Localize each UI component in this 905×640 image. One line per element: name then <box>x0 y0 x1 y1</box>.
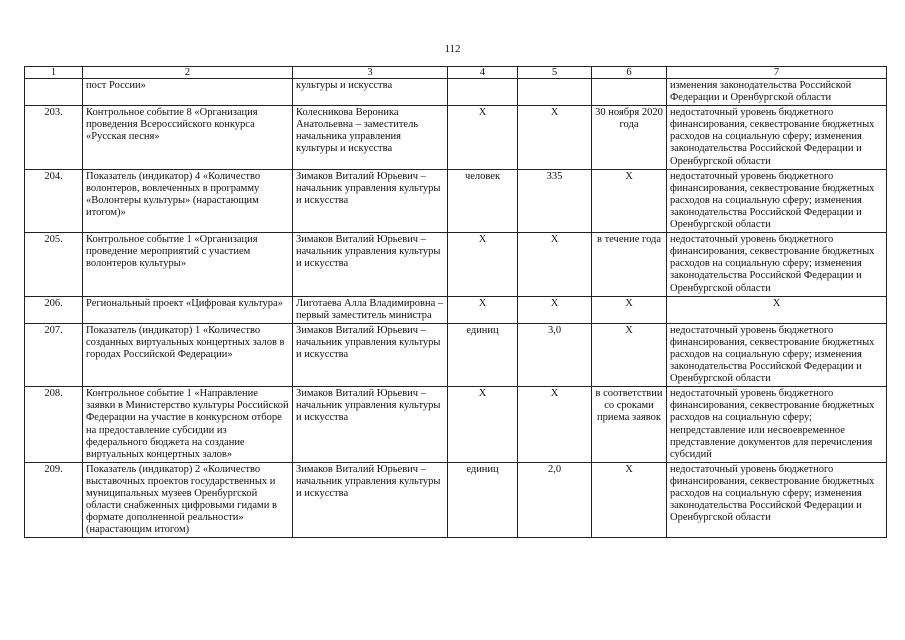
responsible-person: Зимаков Виталий Юрьевич – начальник управления культуры и искусства <box>293 387 448 463</box>
event-name: Контрольное событие 1 «Направление заявки в Министерство культуры Российской Федерации на участие в конкурсном отборе на предоставление субсидии из федерального бюджета на создание виртуальных концертных залов» <box>83 387 293 463</box>
row-number <box>25 79 83 106</box>
risks: недостаточный уровень бюджетного финансирования, секвестрование бюджетных расходов на социальную сферу; непредставление или несвоевременное представление документов для перечисления субсидий <box>667 387 887 463</box>
table-row <box>25 106 887 169</box>
risks: недостаточный уровень бюджетного финансирования, секвестрование бюджетных расходов на социальную сферу; изменения законодательства Российской Федерации и Оренбургской области <box>667 169 887 232</box>
value: 335 <box>518 169 592 232</box>
event-name: Контрольное событие 8 «Организация проведения Всероссийского конкурса «Русская песня» <box>83 106 293 169</box>
risks: недостаточный уровень бюджетного финансирования, секвестрование бюджетных расходов на социальную сферу; изменения законодательства Российской Федерации и Оренбургской области <box>667 106 887 169</box>
table-row <box>25 296 887 323</box>
unit: человек <box>448 169 518 232</box>
unit: единиц <box>448 323 518 386</box>
responsible-person: Колесникова Вероника Анатольевна – заместитель начальника управления культуры и искусства <box>293 106 448 169</box>
deadline: в течение года <box>592 233 667 296</box>
unit: Х <box>448 233 518 296</box>
value <box>518 79 592 106</box>
event-name: Контрольное событие 1 «Организация проведение мероприятий с участием волонтеров культуры» <box>83 233 293 296</box>
table-row <box>25 387 887 463</box>
value: Х <box>518 233 592 296</box>
deadline <box>592 79 667 106</box>
row-number: 205. <box>25 233 83 296</box>
unit <box>448 79 518 106</box>
responsible-person: Зимаков Виталий Юрьевич – начальник управления культуры и искусства <box>293 462 448 538</box>
event-name: Показатель (индикатор) 4 «Количество волонтеров, вовлеченных в программу «Волонтеры культуры» (нарастающим итогом)» <box>83 169 293 232</box>
row-number: 206. <box>25 296 83 323</box>
unit: Х <box>448 296 518 323</box>
value: Х <box>518 106 592 169</box>
column-header: 4 <box>448 67 518 79</box>
deadline: Х <box>592 462 667 538</box>
risks: Х <box>667 296 887 323</box>
deadline: Х <box>592 169 667 232</box>
event-name: Региональный проект «Цифровая культура» <box>83 296 293 323</box>
responsible-person: Зимаков Виталий Юрьевич – начальник управления культуры и искусства <box>293 323 448 386</box>
table-row <box>25 169 887 232</box>
responsible-person: Зимаков Виталий Юрьевич – начальник управления культуры и искусства <box>293 233 448 296</box>
event-name: Показатель (индикатор) 1 «Количество созданных виртуальных концертных залов в городах Российской Федерации» <box>83 323 293 386</box>
row-number: 204. <box>25 169 83 232</box>
event-name: пост России» <box>83 79 293 106</box>
value: Х <box>518 296 592 323</box>
column-header: 5 <box>518 67 592 79</box>
column-header: 2 <box>83 67 293 79</box>
column-header: 7 <box>667 67 887 79</box>
deadline: в соответствии со сроками приема заявок <box>592 387 667 463</box>
risks: изменения законодательства Российской Федерации и Оренбургской области <box>667 79 887 106</box>
responsible-person: культуры и искусства <box>293 79 448 106</box>
unit: единиц <box>448 462 518 538</box>
event-name: Показатель (индикатор) 2 «Количество выставочных проектов государственных и муниципальных музеев Оренбургской области снабженных цифровыми гидами в формате дополненной реальности» (нарастающим итогом) <box>83 462 293 538</box>
table-row <box>25 462 887 538</box>
page-number: 112 <box>444 43 461 55</box>
value: 2,0 <box>518 462 592 538</box>
row-number: 203. <box>25 106 83 169</box>
unit: Х <box>448 106 518 169</box>
risks: недостаточный уровень бюджетного финансирования, секвестрование бюджетных расходов на социальную сферу; изменения законодательства Российской Федерации и Оренбургской области <box>667 323 887 386</box>
plan-table <box>24 66 887 538</box>
deadline: Х <box>592 323 667 386</box>
risks: недостаточный уровень бюджетного финансирования, секвестрование бюджетных расходов на социальную сферу; изменения законодательства Российской Федерации и Оренбургской области <box>667 233 887 296</box>
table-row <box>25 233 887 296</box>
row-number: 209. <box>25 462 83 538</box>
row-number: 208. <box>25 387 83 463</box>
responsible-person: Зимаков Виталий Юрьевич – начальник управления культуры и искусства <box>293 169 448 232</box>
column-header: 3 <box>293 67 448 79</box>
risks: недостаточный уровень бюджетного финансирования, секвестрование бюджетных расходов на социальную сферу; изменения законодательства Российской Федерации и Оренбургской области <box>667 462 887 538</box>
responsible-person: Лиготаева Алла Владимировна – первый заместитель министра <box>293 296 448 323</box>
column-number-row <box>25 67 887 79</box>
column-header: 1 <box>25 67 83 79</box>
table-row <box>25 323 887 386</box>
column-header: 6 <box>592 67 667 79</box>
deadline: 30 ноября 2020 года <box>592 106 667 169</box>
table-row <box>25 79 887 106</box>
row-number: 207. <box>25 323 83 386</box>
unit: Х <box>448 387 518 463</box>
value: 3,0 <box>518 323 592 386</box>
value: Х <box>518 387 592 463</box>
deadline: Х <box>592 296 667 323</box>
